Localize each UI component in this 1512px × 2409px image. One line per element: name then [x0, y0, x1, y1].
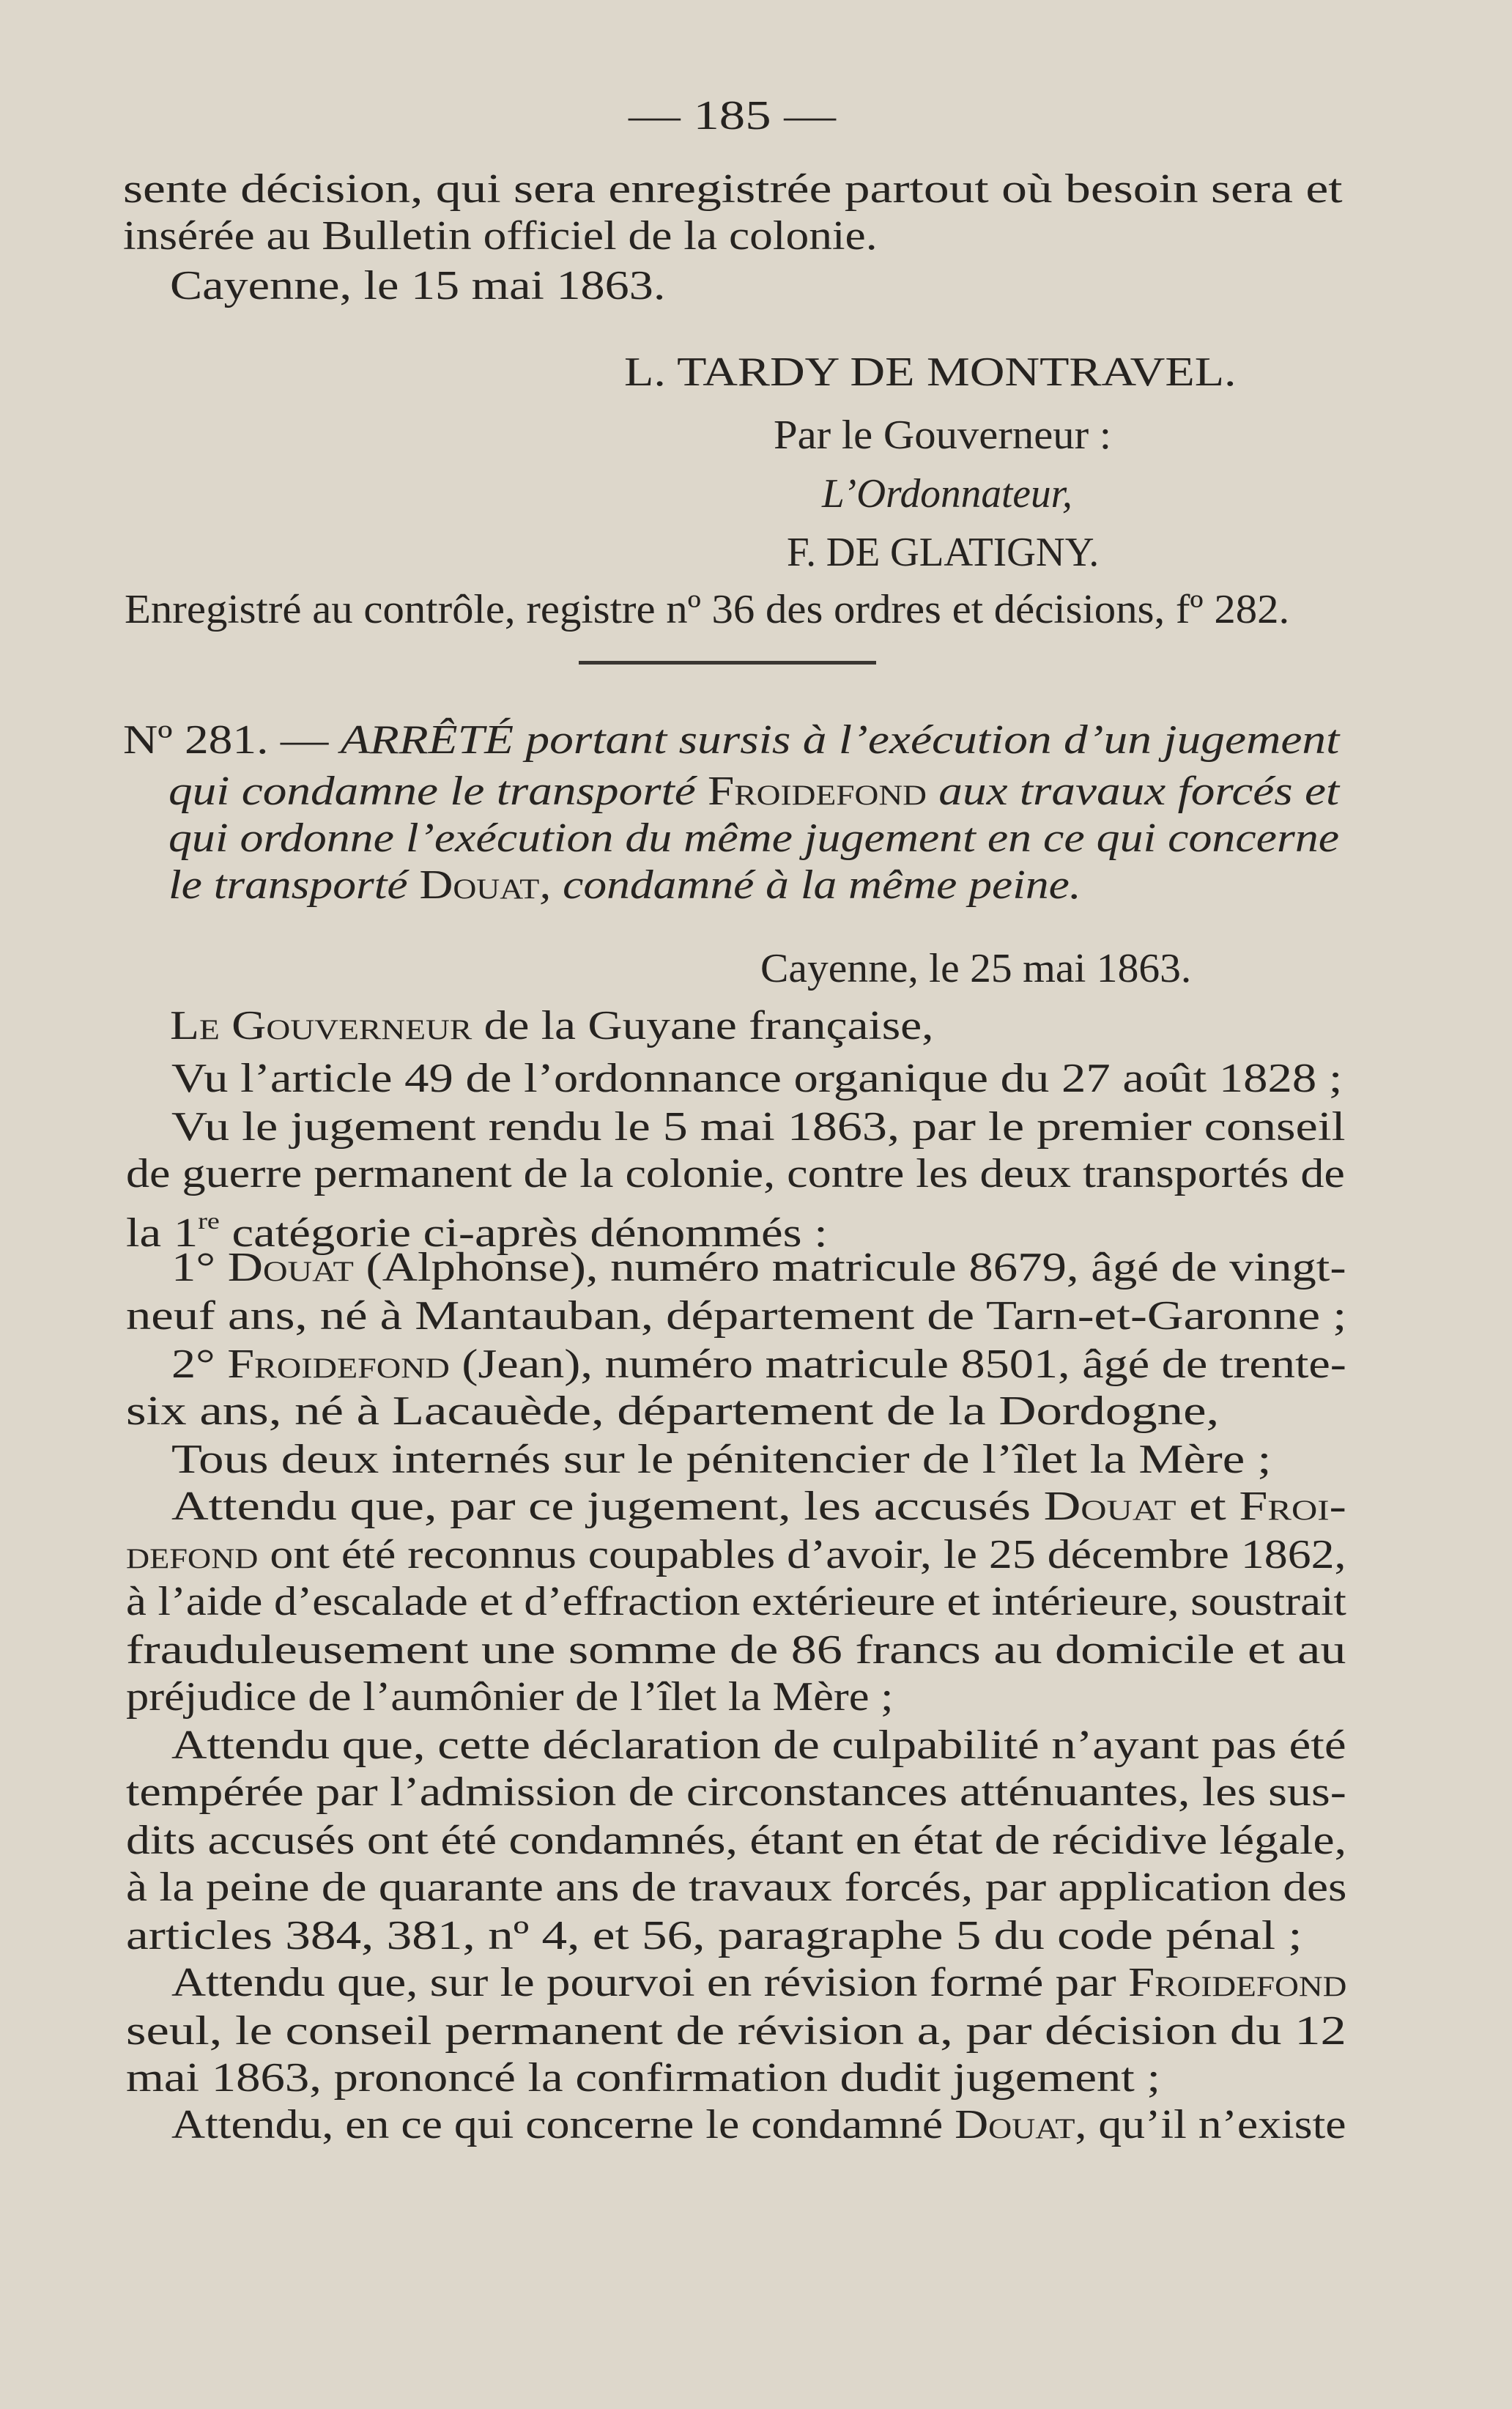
body-line-1 — [170, 1002, 934, 1049]
body-text: Attendu, en ce qui concerne le condamné — [171, 2102, 955, 2147]
governor-label: Le Gouverneur — [170, 1003, 472, 1048]
body-line-13: à l’aide d’escalade et d’effraction extérieure et intérieure, soustrait — [126, 1579, 1346, 1624]
body-text: de la Guyane française, — [472, 1003, 934, 1048]
ordonnateur-title: L’Ordonnateur, — [822, 471, 1072, 517]
governor-signature: L. TARDY DE MONTRAVEL. — [624, 349, 1237, 395]
body-line-16: Attendu que, cette déclaration de culpabilité n’ayant pas été — [171, 1722, 1346, 1768]
heading-text: le transporté — [168, 862, 420, 908]
body-line-11 — [171, 1483, 1346, 1530]
name-froidefond: Froidefond — [1128, 1960, 1347, 2005]
arrete-title: ARRÊTÉ portant sursis à l’exécution d’un jugement — [340, 717, 1340, 763]
arrete-heading-line-1 — [123, 717, 1339, 763]
arrete-heading-line-4 — [168, 862, 1081, 909]
heading-text: aux travaux forcés et — [926, 769, 1340, 814]
body-text: ont été reconnus coupables d’avoir, le 25 décembre 1862, — [258, 1532, 1346, 1577]
body-line-23: mai 1863, prononcé la confirmation dudit jugement ; — [126, 2055, 1161, 2101]
registration-note: Enregistré au contrôle, registre nº 36 des ordres et décisions, fº 282. — [125, 587, 1290, 632]
body-line-17: tempérée par l’admission de circonstances atténuantes, les sus- — [126, 1769, 1346, 1815]
heading-text: , condamné à la même peine. — [539, 862, 1081, 908]
body-line-12 — [126, 1531, 1346, 1578]
body-line-24 — [171, 2101, 1346, 2148]
arrete-heading-line-2 — [168, 768, 1339, 815]
body-text: et — [1176, 1484, 1239, 1529]
body-text: , qu’il n’existe — [1075, 2102, 1346, 2147]
heading-dash: — — [268, 717, 341, 763]
name-froidefond-part: defond — [126, 1532, 259, 1577]
body-line-6 — [171, 1244, 1346, 1291]
body-line-21 — [171, 1959, 1346, 2006]
continuation-date: Cayenne, le 15 mai 1863. — [170, 263, 666, 308]
body-line-15: préjudice de l’aumônier de l’îlet la Mère ; — [126, 1674, 894, 1720]
ordonnateur-name: F. DE GLATIGNY. — [787, 530, 1100, 575]
body-text: (Jean), numéro matricule 8501, âgé de trente- — [449, 1342, 1346, 1387]
superscript-re: re — [198, 1207, 220, 1234]
name-froidefond-part: Froi- — [1239, 1484, 1346, 1529]
name-douat: Douat — [955, 2102, 1075, 2147]
body-line-2: Vu l’article 49 de l’ordonnance organique du 27 août 1828 ; — [171, 1056, 1343, 1101]
body-text: catégorie ci-après dénommés : — [219, 1210, 828, 1256]
name-douat: Douat — [1043, 1484, 1176, 1529]
by-governor-label: Par le Gouverneur : — [774, 412, 1112, 458]
body-text: (Alphonse), numéro matricule 8679, âgé de vingt- — [353, 1245, 1346, 1290]
body-line-3: Vu le jugement rendu le 5 mai 1863, par le premier conseil — [171, 1104, 1346, 1150]
arrete-date: Cayenne, le 25 mai 1863. — [760, 946, 1192, 991]
body-line-9: six ans, né à Lacauède, département de la Dordogne, — [126, 1388, 1220, 1434]
body-line-7: neuf ans, né à Mantauban, département de Tarn-et-Garonne ; — [126, 1293, 1347, 1339]
page-number: — 185 — — [629, 93, 836, 138]
body-text: 1° — [171, 1245, 228, 1290]
body-line-18: dits accusés ont été condamnés, étant en état de récidive légale, — [126, 1818, 1347, 1863]
body-line-19: à la peine de quarante ans de travaux forcés, par application des — [126, 1865, 1347, 1910]
heading-text: qui condamne le transporté — [168, 769, 708, 814]
continuation-line-1: sente décision, qui sera enregistrée partout où besoin sera et — [123, 166, 1343, 212]
body-text: Attendu que, sur le pourvoi en révision formé par — [171, 1960, 1129, 2005]
body-line-10: Tous deux internés sur le pénitencier de l’îlet la Mère ; — [171, 1437, 1272, 1482]
body-line-8 — [171, 1341, 1346, 1388]
body-text: 2° — [171, 1342, 228, 1387]
name-douat: Douat — [419, 862, 540, 908]
body-line-4: de guerre permanent de la colonie, contre les deux transportés de — [126, 1151, 1345, 1196]
arrete-number: Nº 281. — [123, 717, 269, 763]
body-line-20: articles 384, 381, nº 4, et 56, paragraphe 5 du code pénal ; — [126, 1913, 1302, 1958]
body-text: la 1 — [126, 1210, 199, 1256]
body-line-22: seul, le conseil permanent de révision a, par décision du 12 — [126, 2008, 1346, 2054]
arrete-heading-line-3: qui ordonne l’exécution du même jugement en ce qui concerne — [168, 815, 1340, 861]
continuation-line-2: insérée au Bulletin officiel de la colonie. — [123, 213, 878, 259]
section-divider — [579, 661, 876, 665]
name-douat: Douat — [227, 1245, 354, 1290]
body-line-14: frauduleusement une somme de 86 francs au domicile et au — [126, 1627, 1346, 1673]
name-froidefond: Froidefond — [708, 769, 927, 814]
body-text: Attendu que, par ce jugement, les accusés — [171, 1484, 1044, 1529]
name-froidefond: Froidefond — [227, 1342, 450, 1387]
